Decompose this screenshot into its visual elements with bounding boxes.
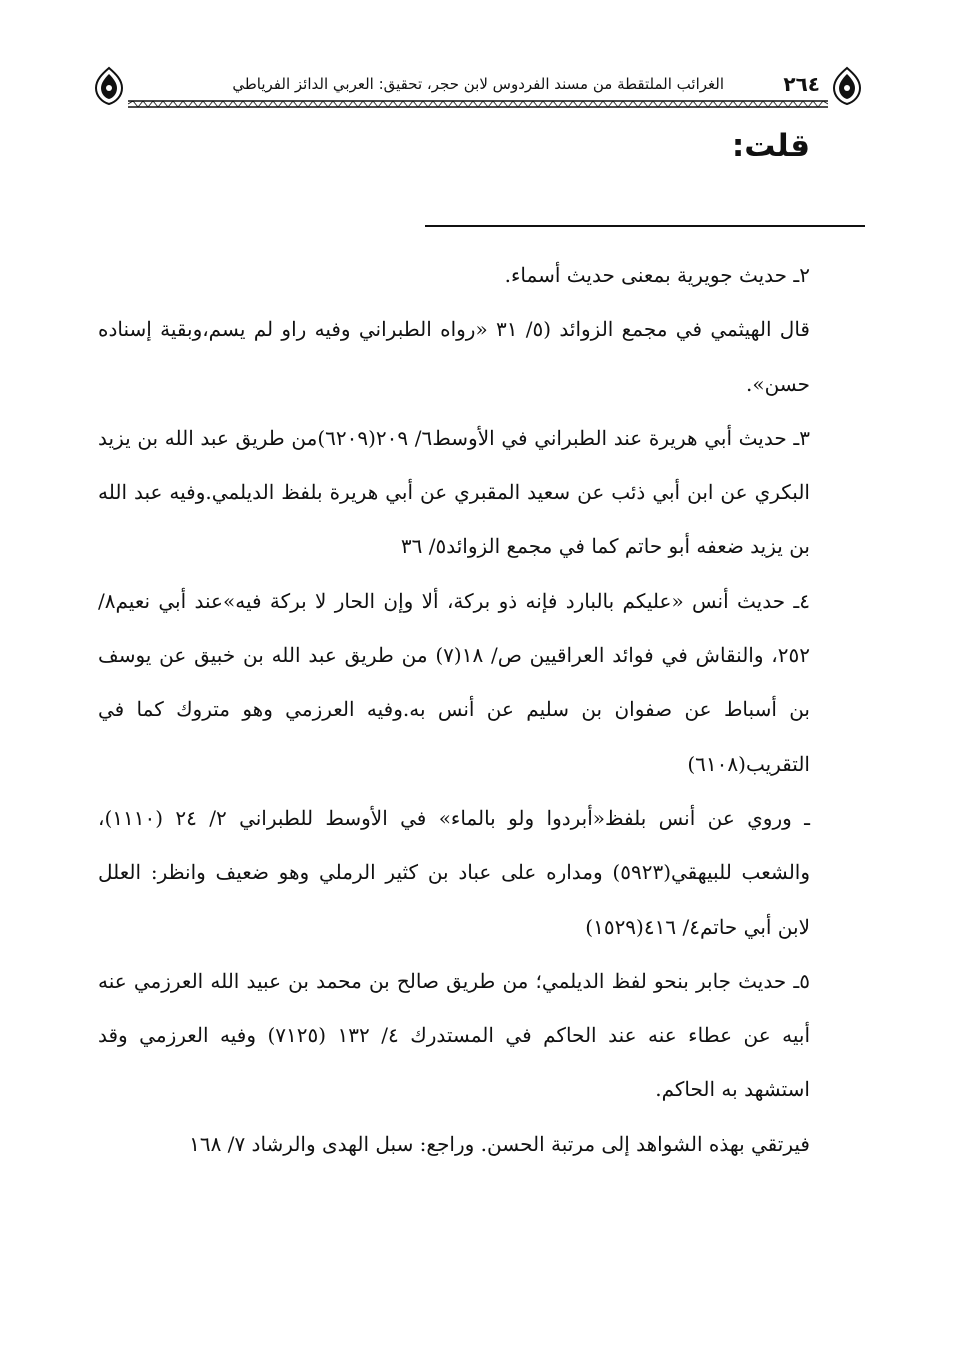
header-ornament-right-icon	[830, 66, 864, 106]
footnote-body	[98, 248, 810, 1171]
running-header	[92, 66, 864, 114]
header-title: الغرائب الملتقطة من مسند الفردوس لابن حجر، تحقيق: العربي الدائز الفرياطي	[232, 75, 724, 93]
paragraph-conclusion: فيرتقي بهذه الشواهد إلى مرتبة الحسن. وراجع: سبل الهدى والرشاد ٧/ ١٦٨	[189, 1131, 810, 1156]
paragraph-haythami: قال الهيثمي في مجمع الزوائد (٥/ ٣١ «رواه الطبراني وفيه راو لم يسم،وبقية إسناده حسن».	[98, 317, 810, 396]
paragraph-5: ٥ـ حديث جابر بنحو لفظ الديلمي؛ من طريق صالح بن محمد بن عبيد الله العرزمي عنه أبيه عن عطاء عنه عند الحاكم في المستدرك ٤/ ١٣٢ (٧١٢٥) وفيه العرزمي وقد استشهد به الحاكم.	[98, 968, 810, 1102]
paragraph-4: ٤ـ حديث أنس «عليكم بالبارد فإنه ذو بركة، ألا وإن الحار لا بركة فيه»عند أبي نعيم٨/ ٢٥٢، والنقاش في فوائد العراقيين ص/ ١٨(٧) من طريق عبد الله بن خبيق عن يوسف بن أسباط عن صفوان بن سليم عن أنس به.وفيه العرزمي وهو متروك كما في التقريب(٦١٠٨)	[98, 588, 810, 776]
page-number: ٢٦٤	[783, 72, 820, 96]
header-rule	[128, 100, 828, 108]
paragraph-2: ٢ـ حديث جويرية بمعنى حديث أسماء.	[504, 263, 810, 287]
paragraph-4-variant: ـ وروي عن أنس بلفظ«أبردوا ولو بالماء» في الأوسط للطبراني ٢/ ٢٤ (١١١٠)، والشعب للبيهقي(٥٩٢٣) ومداره على عباد بن كثير الرملي وهو ضعيف وانظر: العلل لابن أبي حاتم٤/ ٤١٦(١٥٢٩)	[98, 805, 810, 939]
footnote-separator-rule	[425, 225, 865, 227]
header-ornament-left-icon	[92, 66, 126, 106]
paragraph-3: ٣ـ حديث أبي هريرة عند الطبراني في الأوسط٦/ ٢٠٩(٦٢٠٩)من طريق عبد الله بن يزيد البكري عن ابن أبي ذئب عن سعيد المقبري عن أبي هريرة بلفظ الديلمي.وفيه عبد الله بن يزيد ضعفه أبو حاتم كما في مجمع الزوائد٥/ ٣٦	[98, 425, 810, 559]
section-title: قلت:	[731, 128, 810, 164]
